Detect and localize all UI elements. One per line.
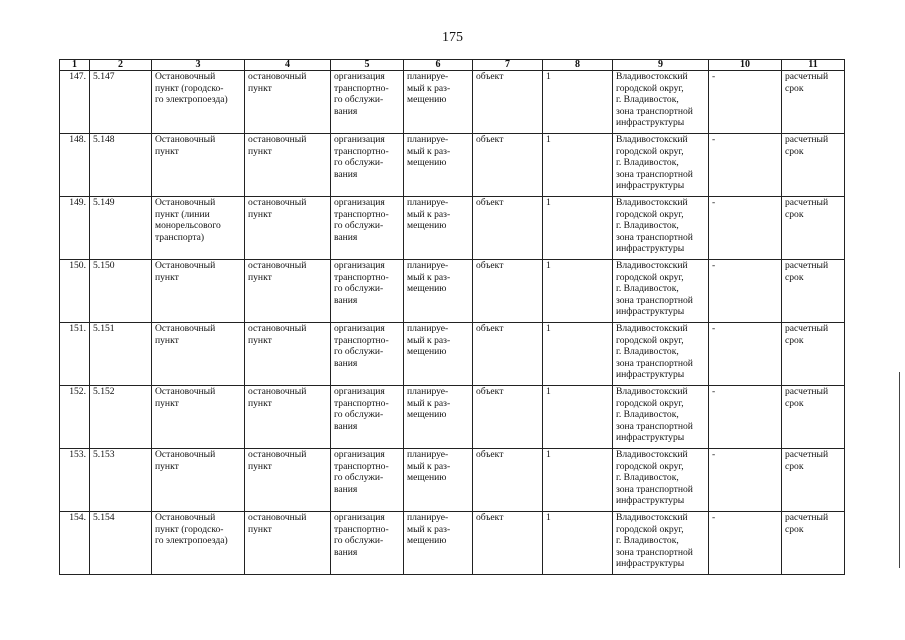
cell-text: Владивостокский городской округ, г. Владивосток, зона транспортной инфраструктуры	[616, 386, 693, 443]
cell-text: объект	[476, 71, 504, 82]
column-header: 7	[473, 60, 543, 71]
cell-text: Владивостокский городской округ, г. Владивосток, зона транспортной инфраструктуры	[616, 260, 693, 317]
code-cell	[90, 71, 152, 134]
cell-text: расчетный срок	[785, 323, 829, 346]
cell-text: остановочный пункт	[248, 449, 307, 472]
term-cell	[782, 197, 845, 260]
cell-text: -	[712, 323, 716, 334]
count-cell	[543, 260, 613, 323]
cell-text: Владивостокский городской округ, г. Владивосток, зона транспортной инфраструктуры	[616, 71, 693, 128]
cell-text: 1	[546, 197, 551, 208]
cell-text: Владивостокский городской округ, г. Владивосток, зона транспортной инфраструктуры	[616, 449, 693, 506]
cell-text: 1	[546, 386, 551, 397]
type-cell	[245, 323, 331, 386]
table-row	[60, 71, 845, 134]
type-cell	[245, 71, 331, 134]
cell-text: Остановочный пункт (городско- го электропоезда)	[155, 512, 228, 546]
zone-cell	[709, 323, 782, 386]
code-cell	[90, 323, 152, 386]
type-cell	[245, 134, 331, 197]
zone-cell	[709, 71, 782, 134]
status-cell	[404, 134, 473, 197]
cell-text: Остановочный пункт	[155, 260, 216, 283]
cell-text: остановочный пункт	[248, 134, 307, 157]
purpose-cell	[331, 386, 404, 449]
cell-text: Владивостокский городской округ, г. Владивосток, зона транспортной инфраструктуры	[616, 134, 693, 191]
status-cell	[404, 449, 473, 512]
status-cell	[404, 512, 473, 575]
code-cell	[90, 386, 152, 449]
code-cell	[90, 449, 152, 512]
cell-text: расчетный срок	[785, 449, 829, 472]
cell-text: остановочный пункт	[248, 386, 307, 409]
term-cell	[782, 134, 845, 197]
row-number-cell	[60, 260, 90, 323]
count-cell	[543, 386, 613, 449]
cell-text: 5.152	[93, 386, 115, 397]
location-cell	[613, 260, 709, 323]
cell-text: организация транспортно- го обслужи- вания	[334, 449, 389, 495]
cell-text: Владивостокский городской округ, г. Владивосток, зона транспортной инфраструктуры	[616, 197, 693, 254]
status-cell	[404, 323, 473, 386]
zone-cell	[709, 512, 782, 575]
type-cell	[245, 197, 331, 260]
cell-text: 150.	[69, 260, 86, 271]
name-cell	[152, 134, 245, 197]
location-cell	[613, 323, 709, 386]
zone-cell	[709, 260, 782, 323]
code-cell	[90, 260, 152, 323]
cell-text: 147.	[69, 71, 86, 82]
column-header: 3	[152, 60, 245, 71]
unit-cell	[473, 71, 543, 134]
status-cell	[404, 197, 473, 260]
cell-text: 5.153	[93, 449, 115, 460]
cell-text: Остановочный пункт (городско- го электропоезда)	[155, 71, 228, 105]
cell-text: 5.147	[93, 71, 115, 82]
unit-cell	[473, 197, 543, 260]
cell-text: 5.148	[93, 134, 115, 145]
cell-text: 5.151	[93, 323, 115, 334]
cell-text: расчетный срок	[785, 260, 829, 283]
table-row	[60, 449, 845, 512]
cell-text: остановочный пункт	[248, 512, 307, 535]
cell-text: расчетный срок	[785, 512, 829, 535]
cell-text: планируе- мый к раз- мещению	[407, 449, 451, 483]
cell-text: Остановочный пункт	[155, 323, 216, 346]
cell-text: планируе- мый к раз- мещению	[407, 386, 451, 420]
code-cell	[90, 134, 152, 197]
cell-text: организация транспортно- го обслужи- вания	[334, 197, 389, 243]
cell-text: 148.	[69, 134, 86, 145]
status-cell	[404, 71, 473, 134]
cell-text: расчетный срок	[785, 134, 829, 157]
zone-cell	[709, 449, 782, 512]
row-number-cell	[60, 134, 90, 197]
table-row	[60, 386, 845, 449]
row-number-cell	[60, 386, 90, 449]
zone-cell	[709, 197, 782, 260]
cell-text: объект	[476, 323, 504, 334]
term-cell	[782, 386, 845, 449]
count-cell	[543, 512, 613, 575]
table-row	[60, 512, 845, 575]
cell-text: 1	[546, 134, 551, 145]
term-cell	[782, 512, 845, 575]
column-header: 4	[245, 60, 331, 71]
type-cell	[245, 449, 331, 512]
margin-line	[899, 372, 900, 568]
cell-text: 1	[546, 71, 551, 82]
cell-text: -	[712, 260, 716, 271]
cell-text: планируе- мый к раз- мещению	[407, 323, 451, 357]
name-cell	[152, 197, 245, 260]
count-cell	[543, 134, 613, 197]
purpose-cell	[331, 71, 404, 134]
page-number: 175	[442, 30, 463, 45]
term-cell	[782, 71, 845, 134]
purpose-cell	[331, 197, 404, 260]
table-row	[60, 197, 845, 260]
cell-text: расчетный срок	[785, 71, 829, 94]
cell-text: 1	[546, 260, 551, 271]
unit-cell	[473, 512, 543, 575]
location-cell	[613, 197, 709, 260]
cell-text: остановочный пункт	[248, 71, 307, 94]
term-cell	[782, 449, 845, 512]
cell-text: 151.	[69, 323, 86, 334]
cell-text: расчетный срок	[785, 197, 829, 220]
cell-text: объект	[476, 134, 504, 145]
row-number-cell	[60, 449, 90, 512]
cell-text: расчетный срок	[785, 386, 829, 409]
column-header: 5	[331, 60, 404, 71]
unit-cell	[473, 323, 543, 386]
count-cell	[543, 71, 613, 134]
purpose-cell	[331, 512, 404, 575]
cell-text: 153.	[69, 449, 86, 460]
cell-text: остановочный пункт	[248, 197, 307, 220]
cell-text: 149.	[69, 197, 86, 208]
purpose-cell	[331, 134, 404, 197]
term-cell	[782, 323, 845, 386]
column-header: 1	[60, 60, 90, 71]
column-header: 8	[543, 60, 613, 71]
location-cell	[613, 512, 709, 575]
count-cell	[543, 197, 613, 260]
cell-text: планируе- мый к раз- мещению	[407, 197, 451, 231]
name-cell	[152, 386, 245, 449]
cell-text: Остановочный пункт	[155, 134, 216, 157]
cell-text: -	[712, 386, 716, 397]
cell-text: планируе- мый к раз- мещению	[407, 71, 451, 105]
status-cell	[404, 386, 473, 449]
code-cell	[90, 512, 152, 575]
row-number-cell	[60, 323, 90, 386]
cell-text: организация транспортно- го обслужи- вания	[334, 134, 389, 180]
cell-text: -	[712, 71, 716, 82]
cell-text: объект	[476, 512, 504, 523]
objects-table	[59, 59, 845, 575]
table-row	[60, 260, 845, 323]
status-cell	[404, 260, 473, 323]
cell-text: -	[712, 197, 716, 208]
cell-text: планируе- мый к раз- мещению	[407, 134, 451, 168]
cell-text: остановочный пункт	[248, 260, 307, 283]
location-cell	[613, 386, 709, 449]
cell-text: объект	[476, 260, 504, 271]
cell-text: -	[712, 449, 716, 460]
location-cell	[613, 449, 709, 512]
cell-text: организация транспортно- го обслужи- вания	[334, 386, 389, 432]
unit-cell	[473, 260, 543, 323]
cell-text: 1	[546, 323, 551, 334]
cell-text: объект	[476, 386, 504, 397]
cell-text: остановочный пункт	[248, 323, 307, 346]
cell-text: 1	[546, 512, 551, 523]
type-cell	[245, 386, 331, 449]
unit-cell	[473, 386, 543, 449]
cell-text: Остановочный пункт	[155, 449, 216, 472]
cell-text: организация транспортно- го обслужи- вания	[334, 323, 389, 369]
row-number-cell	[60, 71, 90, 134]
location-cell	[613, 71, 709, 134]
cell-text: 1	[546, 449, 551, 460]
type-cell	[245, 260, 331, 323]
table-row	[60, 134, 845, 197]
column-header: 10	[709, 60, 782, 71]
cell-text: -	[712, 134, 716, 145]
cell-text: 5.149	[93, 197, 115, 208]
cell-text: Остановочный пункт	[155, 386, 216, 409]
cell-text: организация транспортно- го обслужи- вания	[334, 512, 389, 558]
location-cell	[613, 134, 709, 197]
name-cell	[152, 323, 245, 386]
cell-text: объект	[476, 449, 504, 460]
type-cell	[245, 512, 331, 575]
purpose-cell	[331, 449, 404, 512]
name-cell	[152, 512, 245, 575]
name-cell	[152, 71, 245, 134]
cell-text: Владивостокский городской округ, г. Владивосток, зона транспортной инфраструктуры	[616, 323, 693, 380]
count-cell	[543, 323, 613, 386]
row-number-cell	[60, 197, 90, 260]
term-cell	[782, 260, 845, 323]
column-header: 11	[782, 60, 845, 71]
cell-text: 152.	[69, 386, 86, 397]
cell-text: Остановочный пункт (линии монорельсового транспорта)	[155, 197, 221, 243]
code-cell	[90, 197, 152, 260]
zone-cell	[709, 134, 782, 197]
cell-text: Владивостокский городской округ, г. Владивосток, зона транспортной инфраструктуры	[616, 512, 693, 569]
cell-text: 154.	[69, 512, 86, 523]
column-header: 2	[90, 60, 152, 71]
header-row	[60, 60, 845, 71]
name-cell	[152, 260, 245, 323]
unit-cell	[473, 134, 543, 197]
zone-cell	[709, 386, 782, 449]
cell-text: планируе- мый к раз- мещению	[407, 260, 451, 294]
cell-text: объект	[476, 197, 504, 208]
column-header: 6	[404, 60, 473, 71]
purpose-cell	[331, 323, 404, 386]
column-header: 9	[613, 60, 709, 71]
table-row	[60, 323, 845, 386]
cell-text: -	[712, 512, 716, 523]
unit-cell	[473, 449, 543, 512]
purpose-cell	[331, 260, 404, 323]
cell-text: 5.154	[93, 512, 115, 523]
cell-text: организация транспортно- го обслужи- вания	[334, 71, 389, 117]
count-cell	[543, 449, 613, 512]
name-cell	[152, 449, 245, 512]
cell-text: 5.150	[93, 260, 115, 271]
cell-text: планируе- мый к раз- мещению	[407, 512, 451, 546]
cell-text: организация транспортно- го обслужи- вания	[334, 260, 389, 306]
row-number-cell	[60, 512, 90, 575]
